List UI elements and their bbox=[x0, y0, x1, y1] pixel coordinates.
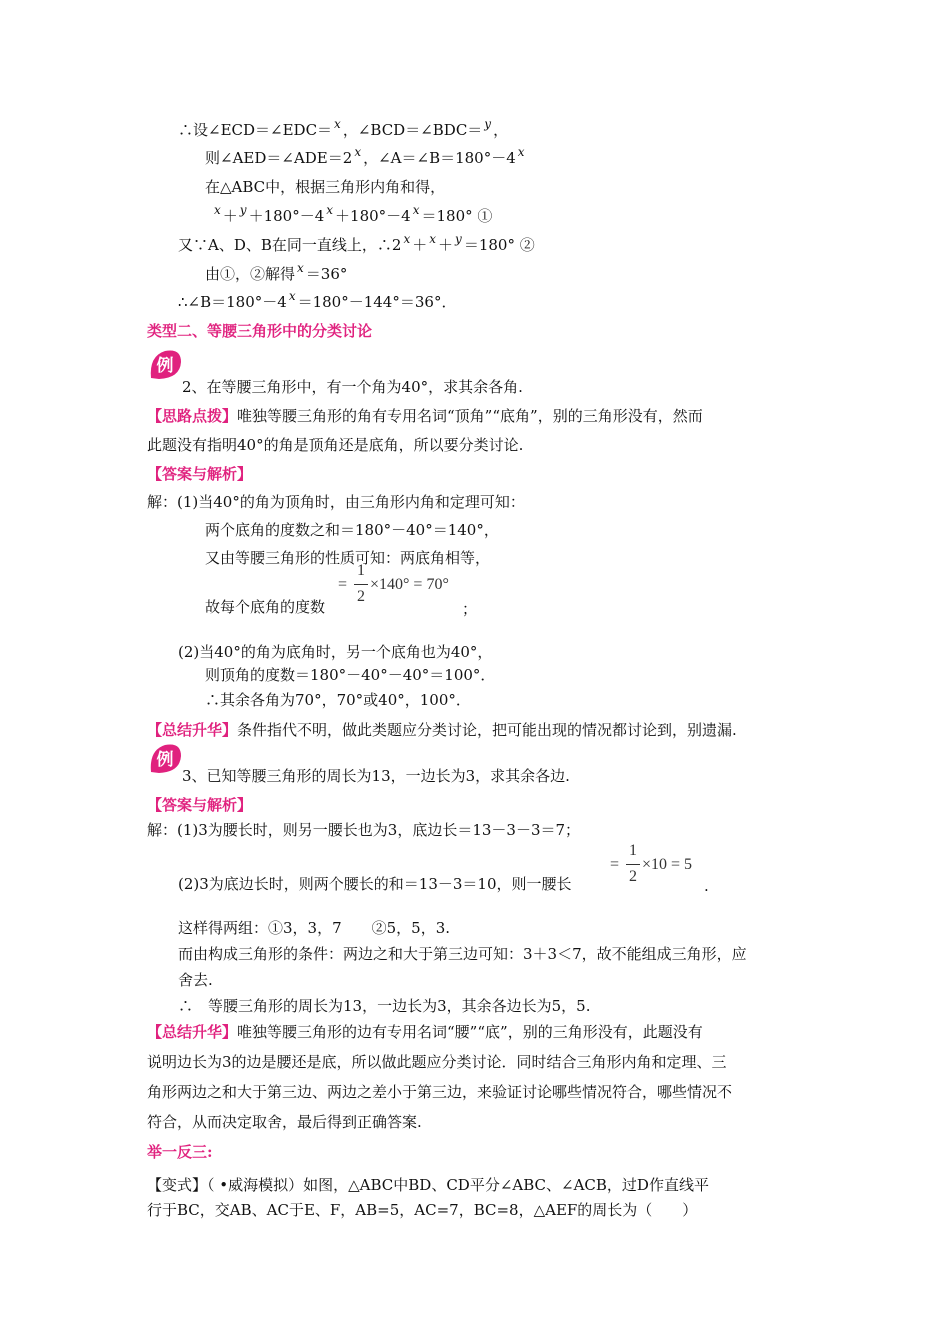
example-2-solution-4: 故每个底角的度数 bbox=[205, 598, 326, 616]
example-3-question: 3、已知等腰三角形的周长为13，一边长为3，求其余各边. bbox=[182, 767, 570, 785]
example-2-answer-label: 【答案与解析】 bbox=[147, 465, 253, 483]
example-3-solution-2: (2)3为底边长时，则两个腰长的和＝13－3＝10，则一腰长 bbox=[178, 875, 572, 893]
example-3-answer-label: 【答案与解析】 bbox=[147, 796, 253, 814]
example-badge-icon bbox=[147, 348, 183, 382]
svg-text:例: 例 bbox=[156, 356, 174, 376]
example-3-summary-line-1: 【总结升华】唯独等腰三角形的边有专用名词“腰”“底”，别的三角形没有，此题没有 bbox=[147, 1023, 703, 1041]
derivation-line-6: 由①，②解得 $^x$ ＝36° bbox=[205, 261, 348, 283]
svg-text:例: 例 bbox=[156, 750, 174, 770]
derivation-line-1: ∴设∠ECD＝∠EDC＝ $^x$ ，∠BCD＝∠BDC＝ $^y$ ， bbox=[178, 117, 509, 139]
practice-title: 举一反三: bbox=[147, 1143, 213, 1161]
example-2-solution-2: 两个底角的度数之和＝180°－40°＝140°， bbox=[205, 521, 499, 539]
example-2-solution-7: ∴其余各角为70°，70°或40°，100°． bbox=[205, 691, 471, 709]
derivation-line-3: 在△ABC中，根据三角形内角和得， bbox=[205, 178, 446, 196]
example-2-hint-line-1: 【思路点拨】唯独等腰三角形的角有专用名词“顶角”“底角”，别的三角形没有，然而 bbox=[147, 407, 703, 425]
derivation-line-2: 则∠AED＝∠ADE＝2 $^x$ ，∠A＝∠B＝180°－4 $^x$ bbox=[205, 145, 525, 167]
example-3-solution-5: 舍去. bbox=[178, 971, 213, 989]
example-3-summary-line-4: 符合，从而决定取舍，最后得到正确答案. bbox=[147, 1113, 422, 1131]
variant-line-1: 【变式】（ •威海模拟）如图，△ABC中BD、CD平分∠ABC、∠ACB，过D作直线平 bbox=[147, 1176, 709, 1194]
example-2-solution-6: 则顶角的度数＝180°－40°－40°＝100°． bbox=[205, 666, 496, 684]
example-3-solution-3: 这样得两组：①3，3，7 ②5，5，3. bbox=[178, 919, 451, 937]
example-3-solution-6: ∴ 等腰三角形的周长为13，一边长为3，其余各边长为5，5. bbox=[178, 997, 591, 1015]
example-2-formula-end: ； bbox=[462, 600, 478, 618]
example-3-formula-end: . bbox=[704, 877, 709, 895]
example-2-question: 2、在等腰三角形中，有一个角为40°，求其余各角. bbox=[182, 378, 523, 396]
example-2-summary: 【总结升华】条件指代不明，做此类题应分类讨论，把可能出现的情况都讨论到，别遗漏. bbox=[147, 721, 737, 739]
example-2-solution-3: 又由等腰三角形的性质可知：两底角相等， bbox=[205, 549, 491, 567]
derivation-line-4: $^x$ ＋ $^y$ ＋180°－4 $^x$ ＋180°－4 $^x$ ＝180° ① bbox=[214, 203, 493, 225]
example-3-summary-line-3: 角形两边之和大于第三边、两边之差小于第三边，来验证讨论哪些情况符合，哪些情况不 bbox=[147, 1083, 733, 1101]
example-3-fraction-formula: = 1 2 ×10 = 5 bbox=[610, 842, 693, 885]
variant-line-2: 行于BC，交AB、AC于E、F，AB=5，AC=7，BC=8，△AEF的周长为（ ） bbox=[147, 1201, 698, 1219]
section-2-title: 类型二、等腰三角形中的分类讨论 bbox=[147, 322, 373, 340]
example-3-solution-1: 解：(1)3为腰长时，则另一腰长也为3，底边长＝13－3－3＝7； bbox=[147, 821, 581, 839]
example-badge-icon bbox=[147, 742, 183, 776]
example-3-summary-line-2: 说明边长为3的边是腰还是底，所以做此题应分类讨论．同时结合三角形内角和定理、三 bbox=[147, 1053, 727, 1071]
example-3-solution-4: 而由构成三角形的条件：两边之和大于第三边可知：3＋3＜7，故不能组成三角形，应 bbox=[178, 945, 747, 963]
example-2-solution-1: 解：(1)当40°的角为顶角时，由三角形内角和定理可知： bbox=[147, 493, 525, 511]
derivation-line-7: ∴∠B＝180°－4 $^x$ ＝180°－144°＝36°． bbox=[178, 289, 457, 311]
example-2-hint-line-2: 此题没有指明40°的角是顶角还是底角，所以要分类讨论. bbox=[147, 436, 524, 454]
example-2-fraction-formula: = 1 2 ×140° = 70° bbox=[338, 562, 449, 605]
example-2-solution-5: (2)当40°的角为底角时，另一个底角也为40°， bbox=[178, 643, 493, 661]
derivation-line-5: 又∵A、D、B在同一直线上，∴2 $^x$ ＋ $^x$ ＋ $^y$ ＝180° ② bbox=[178, 232, 535, 254]
